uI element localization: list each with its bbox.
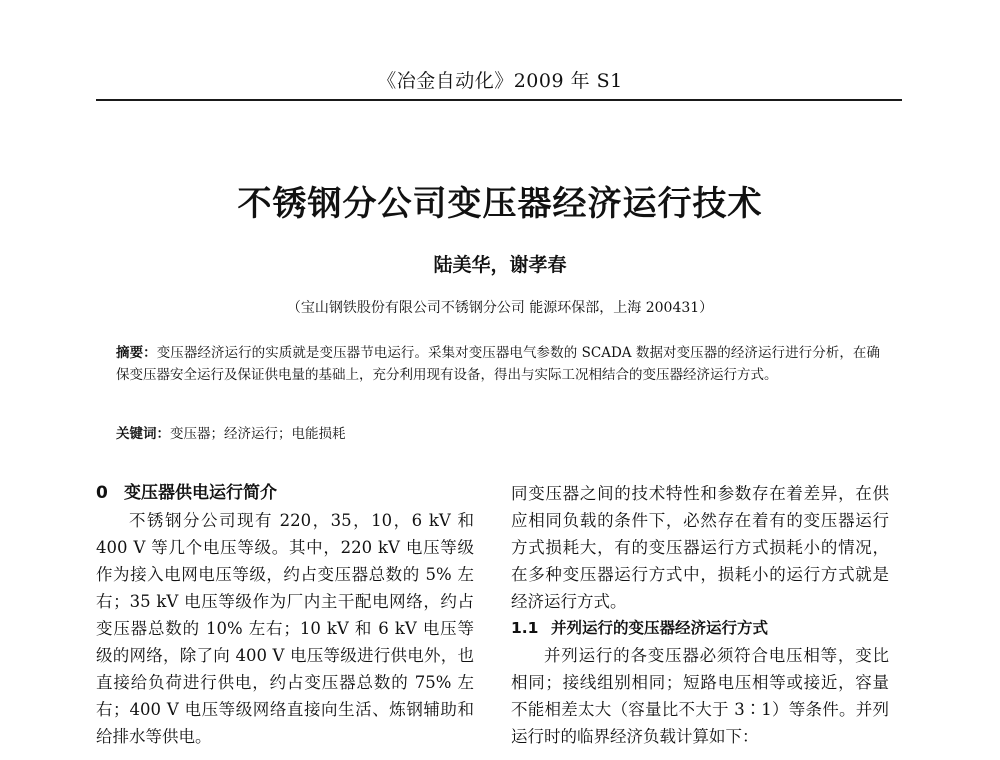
section-1-1-paragraph: 并列运行的各变压器必须符合电压相等，变比相同；接线组别相同；短路电压相等或接近，容量不能相差太大（容量比不大于 3∶1）等条件。并列运行时的临界经济负载计算如下： — [511, 646, 889, 746]
article-title: 不锈钢分公司变压器经济运行技术 — [237, 184, 763, 224]
article-authors: 陆美华，谢孝春 — [433, 254, 567, 276]
article-affiliation: （宝山钢铁股份有限公司不锈钢分公司 能源环保部，上海 200431） — [286, 300, 714, 316]
journal-header: 《冶金自动化》2009 年 S1 — [377, 70, 623, 92]
header-rule — [96, 99, 902, 101]
keywords-label: 关键词： — [116, 426, 170, 442]
section-1-1-number: 1.1 — [511, 619, 539, 637]
abstract-text: 变压器经济运行的实质就是变压器节电运行。采集对变压器电气参数的 SCADA 数据对变压器的经济运行进行分析，在确保变压器安全运行及保证供电量的基础上，充分利用现有设备，得出与实际工况相结合的变压器经济运行方式。 — [116, 345, 881, 383]
abstract-label: 摘要： — [116, 345, 157, 361]
section-1-1-heading — [511, 615, 889, 642]
keywords-text: 变压器；经济运行；电能损耗 — [170, 426, 346, 442]
section-0-heading — [96, 480, 474, 507]
section-0-paragraph: 不锈钢分公司现有 220，35，10，6 kV 和 400 V 等几个电压等级。其中，220 kV 电压等级作为接入电网电压等级，约占变压器总数的 5% 左右；35 kV 电压等级作为厂内主干配电网络，约占变压器总数的 10% 左右；10 kV 和 6 kV 电压等级的网络，除了向 400 V 电压等级进行供电外，也直接给负荷进行供电，约占变压器总数的 75% 左右；400 V 电压等级网络直接向生活、炼钢辅助和给排水等供电。 — [96, 511, 474, 746]
keywords — [116, 422, 880, 442]
abstract — [116, 342, 880, 386]
section-1-1-title: 并列运行的变压器经济运行方式 — [551, 619, 769, 637]
left-column — [96, 480, 474, 750]
continued-paragraph: 同变压器之间的技术特性和参数存在着差异，在供应相同负载的条件下，必然存在着有的变压器运行方式损耗大，有的变压器运行方式损耗小的情况，在多种变压器运行方式中，损耗小的运行方式就是经济运行方式。 — [511, 484, 889, 611]
right-column — [511, 480, 889, 750]
section-0-number: 0 — [96, 483, 108, 503]
section-0-title: 变压器供电运行简介 — [124, 483, 277, 503]
